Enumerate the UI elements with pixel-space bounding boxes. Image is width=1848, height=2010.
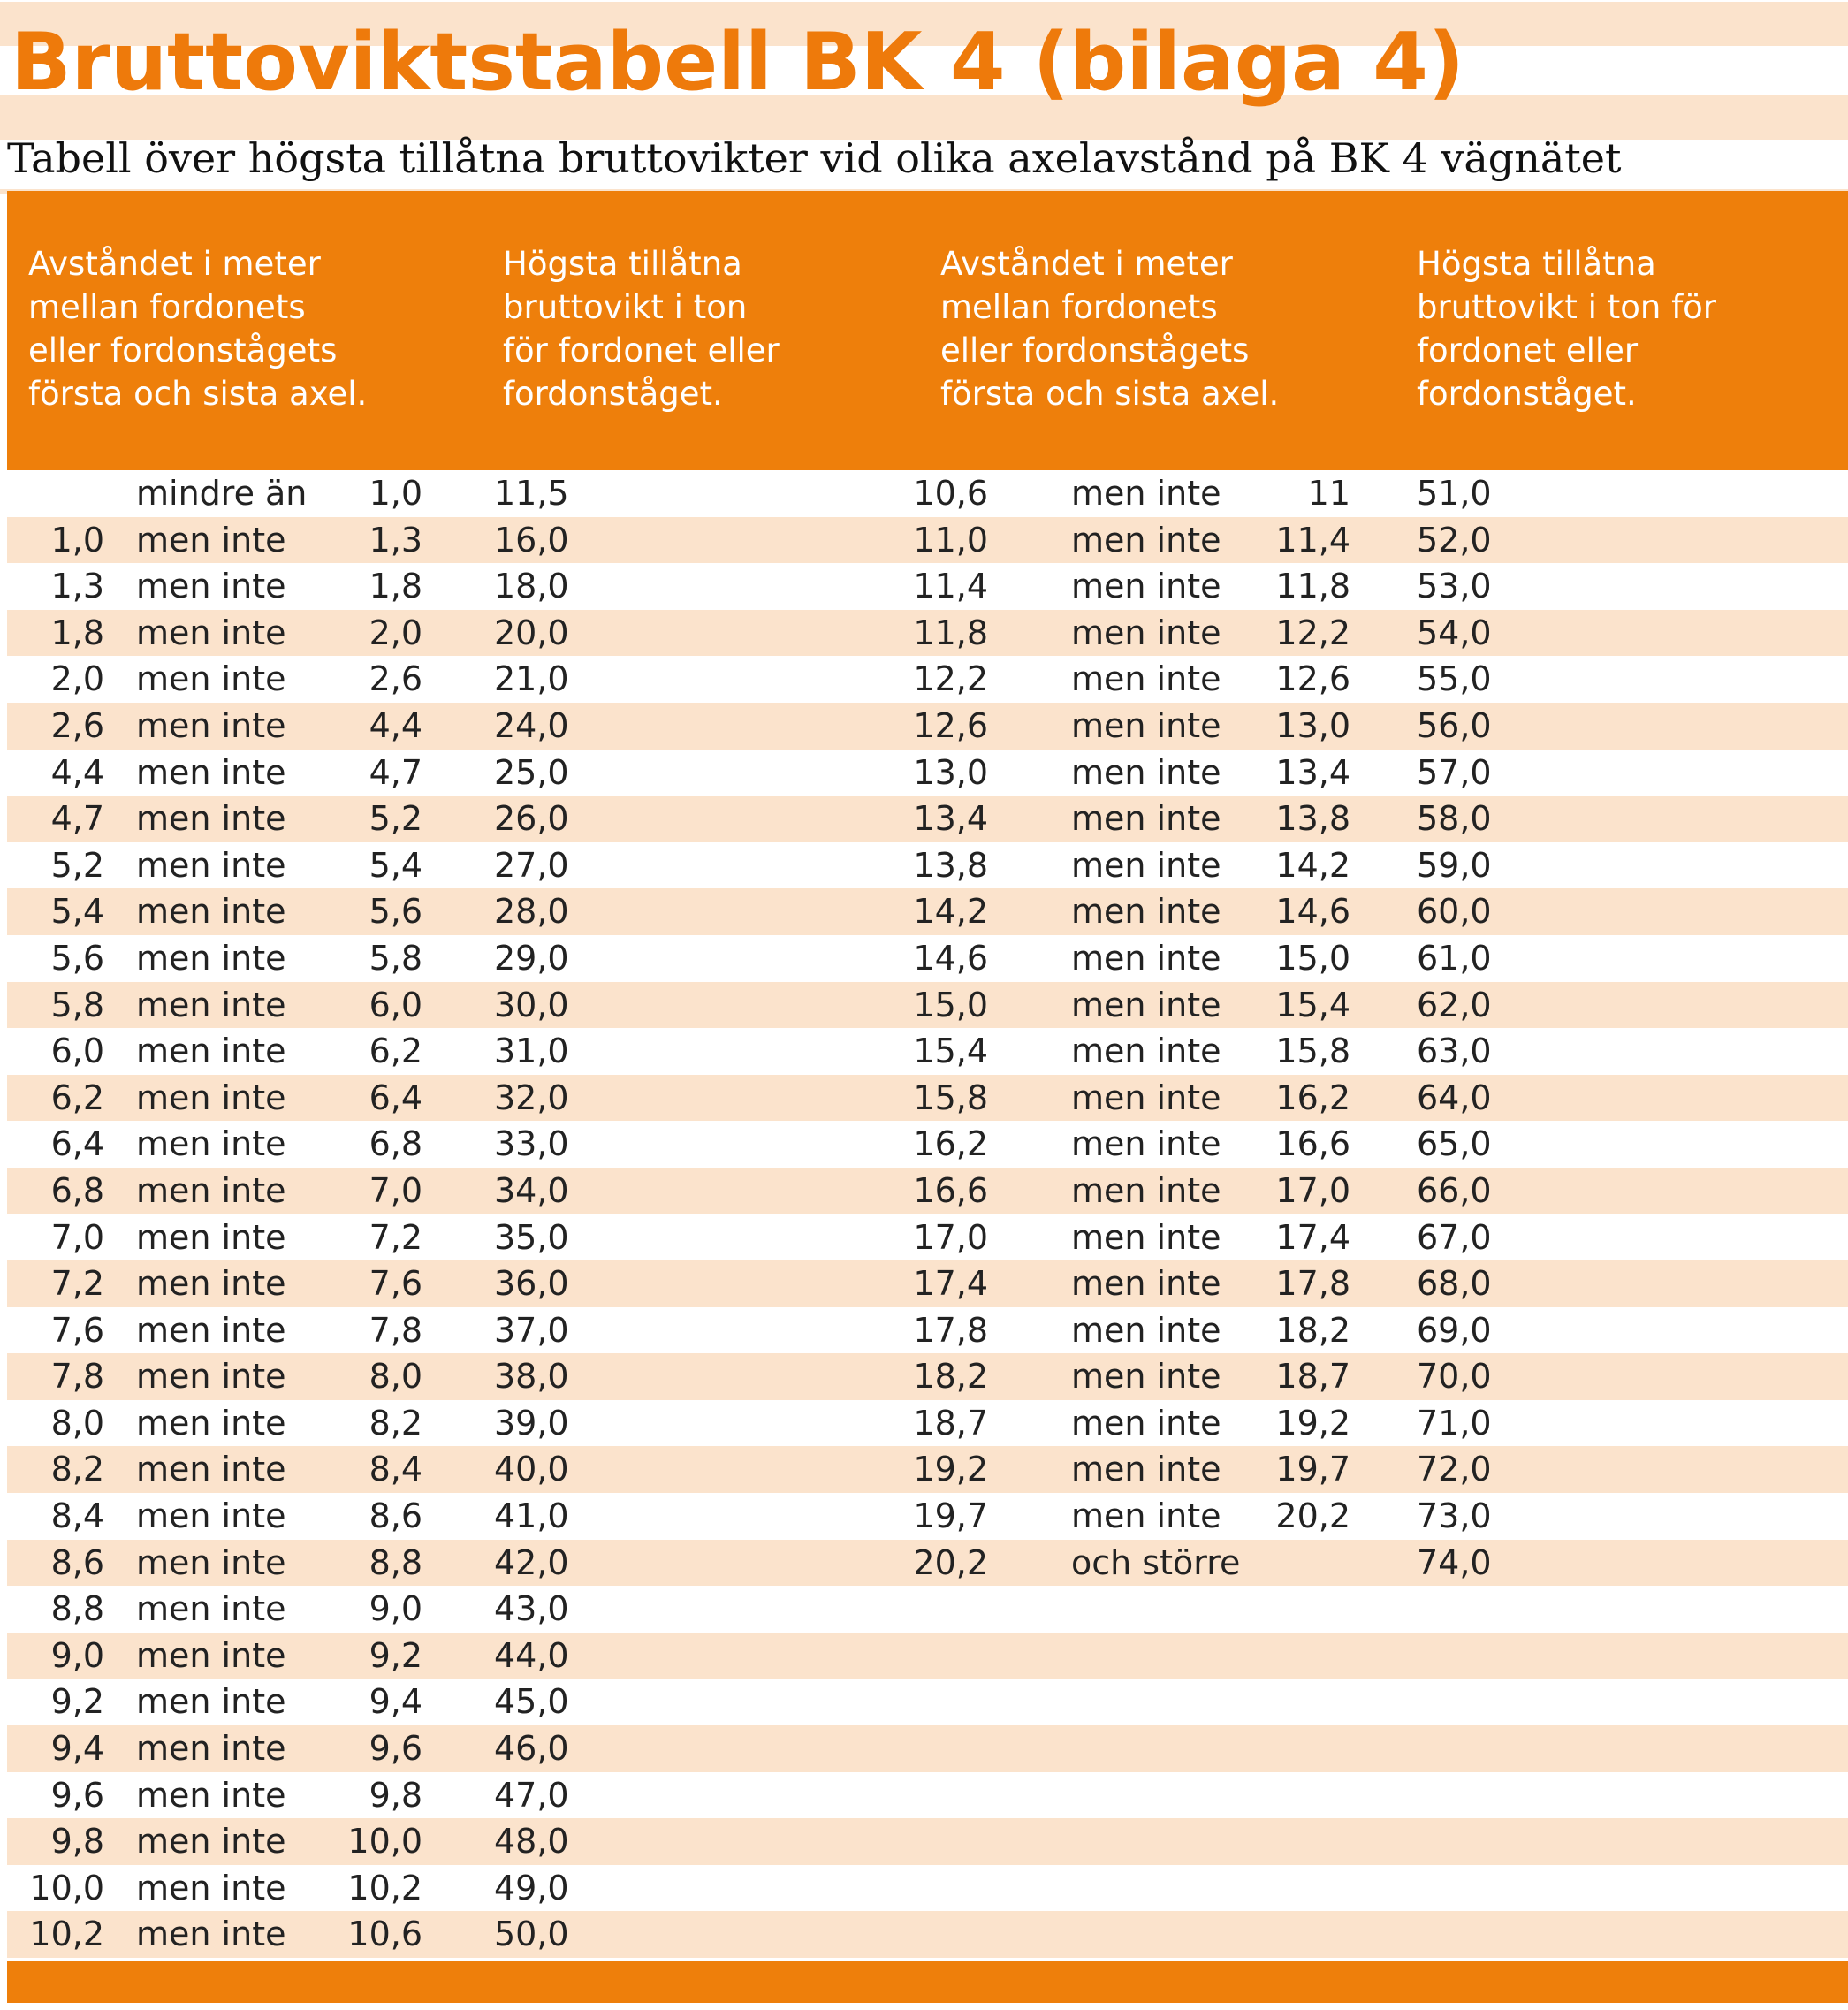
left-distance-to: 4,4: [369, 705, 422, 745]
right-distance-from: 16,2: [913, 1124, 988, 1164]
left-qualifier: mindre än: [136, 474, 308, 513]
left-qualifier: men inte: [136, 1403, 286, 1443]
left-distance-from: 9,4: [50, 1729, 104, 1769]
left-distance-to: 4,7: [369, 752, 422, 792]
right-distance-from: 14,6: [913, 938, 988, 978]
right-distance-from: 18,2: [913, 1357, 988, 1397]
table-row: [7, 1679, 1848, 1725]
table-footer-band: [7, 1961, 1848, 2003]
right-qualifier: men inte: [1071, 1077, 1221, 1117]
left-distance-from: 8,6: [50, 1542, 104, 1582]
right-distance-to: 16,6: [1275, 1124, 1350, 1164]
right-distance-to: 17,4: [1275, 1217, 1350, 1257]
table-row: [7, 1493, 1848, 1540]
right-distance-to: 15,0: [1275, 938, 1350, 978]
left-qualifier: men inte: [136, 1635, 286, 1675]
right-qualifier: men inte: [1071, 1357, 1221, 1397]
right-qualifier: men inte: [1071, 1217, 1221, 1257]
right-max-gross-weight: 71,0: [1417, 1403, 1492, 1443]
right-qualifier: men inte: [1071, 520, 1221, 560]
right-distance-to: [1227, 1865, 1350, 1912]
right-distance-to: 17,8: [1275, 1264, 1350, 1304]
table-row: [7, 563, 1848, 610]
table-row: [7, 1260, 1848, 1307]
left-distance-to: 1,3: [369, 520, 422, 560]
right-qualifier: men inte: [1071, 705, 1221, 745]
right-distance-to: 11,4: [1275, 520, 1350, 560]
table-row: [7, 656, 1848, 703]
left-distance-to: 8,6: [369, 1496, 422, 1536]
left-distance-to: 2,6: [369, 659, 422, 699]
left-distance-to: 6,2: [369, 1032, 422, 1071]
left-max-gross-weight: 47,0: [494, 1775, 569, 1815]
left-max-gross-weight: 49,0: [494, 1868, 569, 1907]
left-max-gross-weight: 35,0: [494, 1217, 569, 1257]
table-row: [7, 1772, 1848, 1819]
left-distance-to: 7,8: [369, 1310, 422, 1350]
table-row: [7, 982, 1848, 1029]
right-max-gross-weight: 72,0: [1417, 1450, 1492, 1489]
left-distance-to: 7,2: [369, 1217, 422, 1257]
right-max-gross-weight: 68,0: [1417, 1264, 1492, 1304]
right-distance-from: 15,0: [913, 985, 988, 1024]
left-distance-to: 1,0: [369, 474, 422, 513]
page-title: Bruttoviktstabell BK 4 (bilaga 4): [11, 16, 1465, 109]
left-distance-to: 9,6: [369, 1729, 422, 1769]
left-distance-from: 7,2: [50, 1264, 104, 1304]
left-qualifier: men inte: [136, 705, 286, 745]
right-max-gross-weight: 63,0: [1417, 1032, 1492, 1071]
right-distance-to: 11: [1307, 474, 1350, 513]
table-row: [7, 470, 1848, 517]
left-qualifier: men inte: [136, 1496, 286, 1536]
left-distance-to: 6,8: [369, 1124, 422, 1164]
right-distance-to: 11,8: [1275, 567, 1350, 606]
left-max-gross-weight: 16,0: [494, 520, 569, 560]
right-distance-to: [1227, 1818, 1350, 1865]
right-max-gross-weight: 55,0: [1417, 659, 1492, 699]
left-max-gross-weight: 18,0: [494, 567, 569, 606]
column-header-weight-right: Högsta tillåtna bruttovikt i ton för fordonet eller fordonståget.: [1417, 245, 1716, 413]
right-distance-to: 13,8: [1275, 799, 1350, 839]
left-qualifier: men inte: [136, 1589, 286, 1629]
right-qualifier: men inte: [1071, 613, 1221, 652]
left-distance-to: 10,0: [347, 1822, 422, 1862]
right-distance-to: 16,2: [1275, 1077, 1350, 1117]
right-max-gross-weight: 67,0: [1417, 1217, 1492, 1257]
left-qualifier: men inte: [136, 1264, 286, 1304]
page-subtitle: Tabell över högsta tillåtna bruttovikter vid olika axelavstånd på BK 4 vägnätet: [7, 134, 1622, 182]
right-qualifier: men inte: [1071, 1450, 1221, 1489]
right-distance-from: [891, 1772, 988, 1819]
right-distance-from: 11,4: [913, 567, 988, 606]
right-max-gross-weight: 61,0: [1417, 938, 1492, 978]
right-qualifier: men inte: [1071, 1032, 1221, 1071]
left-qualifier: men inte: [136, 1775, 286, 1815]
table-row: [7, 703, 1848, 750]
right-distance-from: 11,8: [913, 613, 988, 652]
left-distance-from: 2,6: [50, 705, 104, 745]
table-row: [7, 1633, 1848, 1679]
right-distance-to: 12,2: [1275, 613, 1350, 652]
left-distance-from: 9,2: [50, 1682, 104, 1722]
left-max-gross-weight: 28,0: [494, 892, 569, 932]
right-distance-from: 10,6: [913, 474, 988, 513]
table-row: [7, 1121, 1848, 1168]
left-distance-to: 9,8: [369, 1775, 422, 1815]
right-qualifier: men inte: [1071, 1124, 1221, 1164]
right-distance-from: 13,4: [913, 799, 988, 839]
left-max-gross-weight: 26,0: [494, 799, 569, 839]
left-max-gross-weight: 20,0: [494, 613, 569, 652]
left-distance-from: 8,2: [50, 1450, 104, 1489]
left-distance-from: 9,0: [50, 1635, 104, 1675]
table-row: [7, 1725, 1848, 1772]
table-row: [7, 1865, 1848, 1912]
right-qualifier: men inte: [1071, 1264, 1221, 1304]
table-row: [7, 842, 1848, 889]
table-row: [7, 1400, 1848, 1447]
left-distance-from: 10,0: [29, 1868, 104, 1907]
left-max-gross-weight: 27,0: [494, 845, 569, 885]
table-row: [7, 935, 1848, 982]
right-distance-to: 19,2: [1275, 1403, 1350, 1443]
left-max-gross-weight: 41,0: [494, 1496, 569, 1536]
left-qualifier: men inte: [136, 1729, 286, 1769]
right-distance-from: 17,0: [913, 1217, 988, 1257]
left-distance-to: 8,8: [369, 1542, 422, 1582]
right-max-gross-weight: 62,0: [1417, 985, 1492, 1024]
left-max-gross-weight: 30,0: [494, 985, 569, 1024]
table-row: [7, 1075, 1848, 1122]
left-max-gross-weight: 34,0: [494, 1170, 569, 1210]
left-distance-from: 1,8: [50, 613, 104, 652]
right-distance-to: 14,6: [1275, 892, 1350, 932]
right-distance-from: 13,0: [913, 752, 988, 792]
left-distance-to: 1,8: [369, 567, 422, 606]
left-qualifier: men inte: [136, 752, 286, 792]
right-max-gross-weight: 56,0: [1417, 705, 1492, 745]
left-max-gross-weight: 40,0: [494, 1450, 569, 1489]
right-distance-from: [891, 1725, 988, 1772]
left-qualifier: men inte: [136, 1310, 286, 1350]
right-distance-from: 17,4: [913, 1264, 988, 1304]
right-qualifier: men inte: [1071, 659, 1221, 699]
left-distance-from: 7,0: [50, 1217, 104, 1257]
left-qualifier: men inte: [136, 613, 286, 652]
right-distance-from: 18,7: [913, 1403, 988, 1443]
left-max-gross-weight: 45,0: [494, 1682, 569, 1722]
left-distance-from: 5,4: [50, 892, 104, 932]
left-max-gross-weight: 46,0: [494, 1729, 569, 1769]
left-qualifier: men inte: [136, 1542, 286, 1582]
left-distance-to: 9,0: [369, 1589, 422, 1629]
left-qualifier: men inte: [136, 799, 286, 839]
left-max-gross-weight: 50,0: [494, 1915, 569, 1954]
table-row: [7, 1214, 1848, 1261]
left-distance-to: 8,2: [369, 1403, 422, 1443]
left-qualifier: men inte: [136, 1915, 286, 1954]
right-distance-to: 13,0: [1275, 705, 1350, 745]
left-qualifier: men inte: [136, 520, 286, 560]
left-distance-to: 10,2: [347, 1868, 422, 1907]
left-qualifier: men inte: [136, 1450, 286, 1489]
right-max-gross-weight: 52,0: [1417, 520, 1492, 560]
right-max-gross-weight: 53,0: [1417, 567, 1492, 606]
table-header: [7, 191, 1848, 470]
left-max-gross-weight: 42,0: [494, 1542, 569, 1582]
left-qualifier: men inte: [136, 938, 286, 978]
left-max-gross-weight: 11,5: [494, 474, 569, 513]
right-distance-to: [1227, 1679, 1350, 1725]
left-distance-to: 6,4: [369, 1077, 422, 1117]
left-distance-to: 7,6: [369, 1264, 422, 1304]
table-row: [7, 1911, 1848, 1958]
right-qualifier: men inte: [1071, 1403, 1221, 1443]
left-max-gross-weight: 33,0: [494, 1124, 569, 1164]
left-qualifier: men inte: [136, 659, 286, 699]
right-qualifier: men inte: [1071, 567, 1221, 606]
right-qualifier: och större: [1071, 1542, 1241, 1582]
right-max-gross-weight: 66,0: [1417, 1170, 1492, 1210]
right-distance-to: [1227, 1586, 1350, 1633]
left-distance-to: 5,4: [369, 845, 422, 885]
table-row: [7, 1540, 1848, 1587]
left-distance-from: 8,4: [50, 1496, 104, 1536]
right-distance-from: 19,2: [913, 1450, 988, 1489]
right-distance-to: [1227, 1725, 1350, 1772]
right-max-gross-weight: 60,0: [1417, 892, 1492, 932]
left-max-gross-weight: 39,0: [494, 1403, 569, 1443]
table-row: [7, 1168, 1848, 1214]
right-distance-to: [1227, 1633, 1350, 1679]
left-distance-from: 5,8: [50, 985, 104, 1024]
left-max-gross-weight: 44,0: [494, 1635, 569, 1675]
left-distance-to: 5,8: [369, 938, 422, 978]
right-qualifier: men inte: [1071, 1496, 1221, 1536]
right-distance-to: 12,6: [1275, 659, 1350, 699]
left-distance-to: 10,6: [347, 1915, 422, 1954]
left-distance-from: [7, 470, 104, 517]
left-max-gross-weight: 32,0: [494, 1077, 569, 1117]
right-max-gross-weight: 69,0: [1417, 1310, 1492, 1350]
table-row: [7, 1028, 1848, 1075]
left-distance-to: 5,2: [369, 799, 422, 839]
right-distance-to: 19,7: [1275, 1450, 1350, 1489]
right-distance-to: [1227, 1911, 1350, 1958]
left-distance-from: 2,0: [50, 659, 104, 699]
right-distance-from: 13,8: [913, 845, 988, 885]
right-distance-to: 18,7: [1275, 1357, 1350, 1397]
right-distance-from: [891, 1679, 988, 1725]
right-distance-from: 15,8: [913, 1077, 988, 1117]
column-header-distance-right: Avståndet i meter mellan fordonets eller fordonstågets första och sista axel.: [940, 245, 1280, 413]
table-row: [7, 1307, 1848, 1354]
left-distance-to: 8,0: [369, 1357, 422, 1397]
right-max-gross-weight: 54,0: [1417, 613, 1492, 652]
table-row: [7, 610, 1848, 657]
right-distance-from: 11,0: [913, 520, 988, 560]
right-distance-to: 14,2: [1275, 845, 1350, 885]
left-max-gross-weight: 25,0: [494, 752, 569, 792]
right-distance-to: 13,4: [1275, 752, 1350, 792]
left-distance-from: 4,4: [50, 752, 104, 792]
right-distance-to: 15,8: [1275, 1032, 1350, 1071]
left-max-gross-weight: 21,0: [494, 659, 569, 699]
left-qualifier: men inte: [136, 567, 286, 606]
left-max-gross-weight: 36,0: [494, 1264, 569, 1304]
left-distance-from: 6,4: [50, 1124, 104, 1164]
right-max-gross-weight: 70,0: [1417, 1357, 1492, 1397]
right-distance-to: [1227, 1772, 1350, 1819]
left-qualifier: men inte: [136, 1822, 286, 1862]
left-distance-from: 7,8: [50, 1357, 104, 1397]
table-row: [7, 888, 1848, 935]
table-row: [7, 1586, 1848, 1633]
left-max-gross-weight: 29,0: [494, 938, 569, 978]
left-distance-from: 6,0: [50, 1032, 104, 1071]
left-distance-from: 7,6: [50, 1310, 104, 1350]
right-distance-from: [891, 1633, 988, 1679]
left-qualifier: men inte: [136, 1868, 286, 1907]
right-qualifier: men inte: [1071, 985, 1221, 1024]
left-max-gross-weight: 48,0: [494, 1822, 569, 1862]
right-qualifier: men inte: [1071, 892, 1221, 932]
left-distance-to: 7,0: [369, 1170, 422, 1210]
left-distance-from: 6,8: [50, 1170, 104, 1210]
right-qualifier: men inte: [1071, 1170, 1221, 1210]
table-row: [7, 750, 1848, 796]
right-max-gross-weight: 73,0: [1417, 1496, 1492, 1536]
left-distance-to: 2,0: [369, 613, 422, 652]
right-qualifier: men inte: [1071, 845, 1221, 885]
left-distance-to: 9,2: [369, 1635, 422, 1675]
right-qualifier: men inte: [1071, 752, 1221, 792]
left-qualifier: men inte: [136, 1124, 286, 1164]
right-distance-to: 18,2: [1275, 1310, 1350, 1350]
left-distance-from: 10,2: [29, 1915, 104, 1954]
right-distance-to: 17,0: [1275, 1170, 1350, 1210]
left-distance-from: 5,6: [50, 938, 104, 978]
right-distance-from: 17,8: [913, 1310, 988, 1350]
left-distance-from: 8,0: [50, 1403, 104, 1443]
left-distance-from: 4,7: [50, 799, 104, 839]
right-distance-from: 15,4: [913, 1032, 988, 1071]
right-qualifier: men inte: [1071, 474, 1221, 513]
left-max-gross-weight: 31,0: [494, 1032, 569, 1071]
right-distance-from: 19,7: [913, 1496, 988, 1536]
left-qualifier: men inte: [136, 1682, 286, 1722]
left-distance-from: 9,6: [50, 1775, 104, 1815]
right-max-gross-weight: 51,0: [1417, 474, 1492, 513]
left-distance-to: 8,4: [369, 1450, 422, 1489]
left-max-gross-weight: 37,0: [494, 1310, 569, 1350]
left-distance-from: 1,3: [50, 567, 104, 606]
left-qualifier: men inte: [136, 1170, 286, 1210]
right-distance-from: 16,6: [913, 1170, 988, 1210]
left-max-gross-weight: 43,0: [494, 1589, 569, 1629]
right-distance-from: 12,2: [913, 659, 988, 699]
left-distance-from: 1,0: [50, 520, 104, 560]
right-max-gross-weight: 57,0: [1417, 752, 1492, 792]
left-distance-from: 9,8: [50, 1822, 104, 1862]
right-max-gross-weight: 74,0: [1417, 1542, 1492, 1582]
left-max-gross-weight: 24,0: [494, 705, 569, 745]
left-qualifier: men inte: [136, 845, 286, 885]
left-qualifier: men inte: [136, 892, 286, 932]
column-header-weight-left: Högsta tillåtna bruttovikt i ton för fordonet eller fordonståget.: [503, 245, 780, 413]
left-distance-to: 5,6: [369, 892, 422, 932]
right-distance-from: [891, 1865, 988, 1912]
table-row: [7, 517, 1848, 564]
table-row: [7, 1353, 1848, 1400]
left-distance-from: 5,2: [50, 845, 104, 885]
left-max-gross-weight: 38,0: [494, 1357, 569, 1397]
table-row: [7, 796, 1848, 842]
left-distance-to: 6,0: [369, 985, 422, 1024]
right-distance-from: [891, 1586, 988, 1633]
right-distance-from: [891, 1818, 988, 1865]
left-qualifier: men inte: [136, 985, 286, 1024]
right-max-gross-weight: 59,0: [1417, 845, 1492, 885]
right-distance-to: [1227, 1540, 1350, 1587]
right-distance-from: [891, 1911, 988, 1958]
right-qualifier: men inte: [1071, 1310, 1221, 1350]
right-distance-from: 20,2: [913, 1542, 988, 1582]
right-max-gross-weight: 65,0: [1417, 1124, 1492, 1164]
table-row: [7, 1818, 1848, 1865]
left-qualifier: men inte: [136, 1217, 286, 1257]
right-qualifier: men inte: [1071, 938, 1221, 978]
weight-table-body: [7, 470, 1848, 1958]
left-qualifier: men inte: [136, 1077, 286, 1117]
right-distance-from: 12,6: [913, 705, 988, 745]
right-distance-to: 15,4: [1275, 985, 1350, 1024]
table-row: [7, 1446, 1848, 1493]
column-header-distance-left: Avståndet i meter mellan fordonets eller fordonstågets första och sista axel.: [28, 245, 368, 413]
right-distance-to: 20,2: [1275, 1496, 1350, 1536]
left-distance-from: 6,2: [50, 1077, 104, 1117]
left-qualifier: men inte: [136, 1357, 286, 1397]
left-distance-from: 8,8: [50, 1589, 104, 1629]
right-max-gross-weight: 64,0: [1417, 1077, 1492, 1117]
left-distance-to: 9,4: [369, 1682, 422, 1722]
left-qualifier: men inte: [136, 1032, 286, 1071]
right-distance-from: 14,2: [913, 892, 988, 932]
right-qualifier: men inte: [1071, 799, 1221, 839]
right-max-gross-weight: 58,0: [1417, 799, 1492, 839]
